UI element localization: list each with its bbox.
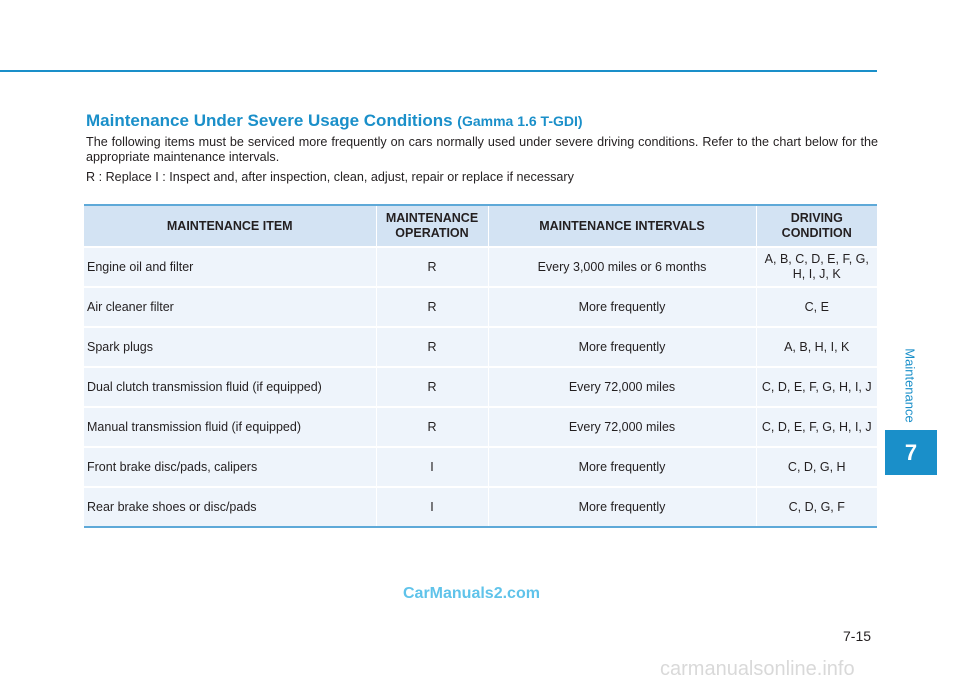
table-row	[84, 287, 877, 327]
maintenance-table	[84, 204, 877, 528]
cell-operation: I	[376, 447, 488, 487]
cell-interval: Every 3,000 miles or 6 months	[488, 247, 756, 287]
cell-item: Dual clutch transmission fluid (if equipped)	[84, 367, 376, 407]
cell-operation: R	[376, 407, 488, 447]
cell-condition: C, E	[756, 287, 877, 327]
cell-interval: More frequently	[488, 327, 756, 367]
cell-item: Air cleaner filter	[84, 287, 376, 327]
cell-condition: C, D, E, F, G, H, I, J	[756, 367, 877, 407]
cell-condition: C, D, E, F, G, H, I, J	[756, 407, 877, 447]
header-maintenance-intervals: MAINTENANCE INTERVALS	[488, 205, 756, 247]
cell-item: Front brake disc/pads, calipers	[84, 447, 376, 487]
table-header-row	[84, 205, 877, 247]
header-driving-condition: DRIVING CONDITION	[756, 205, 877, 247]
cell-condition: C, D, G, H	[756, 447, 877, 487]
footer-watermark: carmanualsonline.info	[660, 658, 855, 680]
cell-interval: More frequently	[488, 487, 756, 527]
cell-condition: A, B, H, I, K	[756, 327, 877, 367]
header-maintenance-item: MAINTENANCE ITEM	[84, 205, 376, 247]
section-title-main: Maintenance Under Severe Usage Conditions	[86, 111, 453, 130]
header-maintenance-operation: MAINTENANCE OPERATION	[376, 205, 488, 247]
cell-interval: Every 72,000 miles	[488, 367, 756, 407]
cell-item: Engine oil and filter	[84, 247, 376, 287]
cell-operation: R	[376, 367, 488, 407]
cell-item: Rear brake shoes or disc/pads	[84, 487, 376, 527]
intro-paragraph: The following items must be serviced more frequently on cars normally used under severe driving conditions. Refer to the chart below for the appropriate maintenance intervals.	[86, 135, 878, 164]
table-row	[84, 247, 877, 287]
chapter-tab[interactable]: 7	[885, 430, 937, 475]
cell-operation: I	[376, 487, 488, 527]
cell-item: Spark plugs	[84, 327, 376, 367]
top-rule	[0, 70, 877, 72]
cell-interval: More frequently	[488, 287, 756, 327]
cell-operation: R	[376, 327, 488, 367]
page-number: 7-15	[843, 628, 872, 644]
section-title	[86, 111, 583, 131]
chapter-side-label	[900, 340, 920, 430]
cell-operation: R	[376, 287, 488, 327]
cell-item: Manual transmission fluid (if equipped)	[84, 407, 376, 447]
cell-interval: More frequently	[488, 447, 756, 487]
section-subtitle: (Gamma 1.6 T-GDI)	[457, 113, 583, 129]
table-row	[84, 407, 877, 447]
legend-line: R : Replace I : Inspect and, after inspection, clean, adjust, repair or replace if necessary	[86, 170, 574, 184]
table-row	[84, 327, 877, 367]
chapter-side-label-text: Maintenance	[902, 347, 918, 423]
cell-operation: R	[376, 247, 488, 287]
table-row	[84, 447, 877, 487]
cell-condition: A, B, C, D, E, F, G, H, I, J, K	[756, 247, 877, 287]
watermark-link[interactable]: CarManuals2.com	[403, 585, 540, 602]
cell-interval: Every 72,000 miles	[488, 407, 756, 447]
table-row	[84, 367, 877, 407]
table-row	[84, 487, 877, 527]
cell-condition: C, D, G, F	[756, 487, 877, 527]
